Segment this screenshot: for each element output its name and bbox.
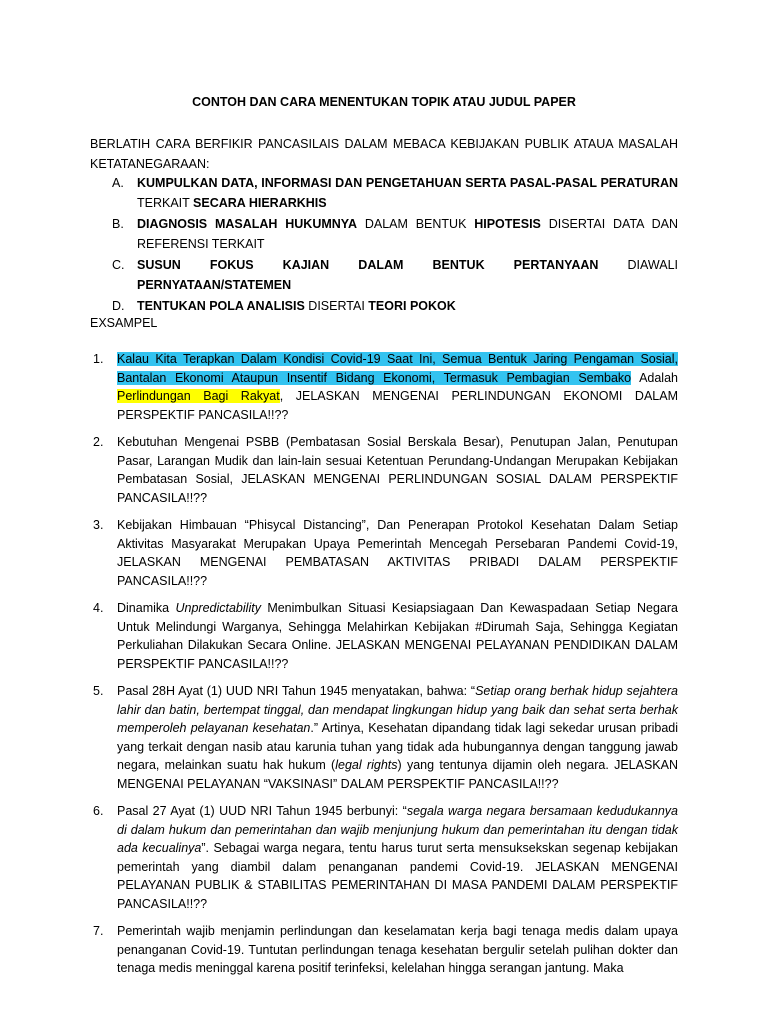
item-text: Kebutuhan Mengenai PSBB (Pembatasan Sosial Berskala Besar), Penutupan Jalan, Penutupan Pasar, Larangan Mudik dan lain-lain sesuai Ketentuan Perundang-Undangan Merupakan Kebijakan Pembatasan Sosial, JELASKAN MENGENAI PERLINDUNGAN SOSIAL DALAM PERSPEKTIF PANCASILA!!?? [117,435,678,505]
list-item [90,599,678,673]
examples-list [90,350,678,987]
list-item [90,682,678,793]
item-text: Kebijakan Himbauan “Phisycal Distancing”, Dan Penerapan Protokol Kesehatan Dalam Setiap Aktivitas Masyarakat Merupakan Upaya Pemerintah Mencegah Persebaran Pandemi Covid-19, JELASKAN MENGENAI PEMBATASAN AKTIVITAS PRIBADI DALAM PERSPEKTIF PANCASILA!!?? [117,518,678,588]
step-label: C. [112,258,125,272]
item-text-italic: Setiap orang berhak hidup sejahtera lahir dan batin, bertempat tinggal, dan mendapat lingkungan hidup yang baik dan sehat serta berhak memperoleh pelayanan kesehatan [117,684,678,735]
item-text: Dinamika [117,601,176,615]
item-text: Menimbulkan Situasi Kesiapsiagaan Dan Kewaspadaan Setiap Negara Untuk Melindungi Warganya, Sehingga Melahirkan Kebijakan #Dirumah Saja, Sehingga Kegiatan Perkuliahan Dilakukan Secara Online. JELASKAN MENGENAI PELAYANAN PENDIDIKAN DALAM PERSPEKTIF PANCASILA!!?? [117,601,679,671]
item-number: 4. [93,601,104,615]
step-label: B. [112,217,124,231]
step-text: DALAM BENTUK [357,217,475,231]
item-text: .” Artinya, Kesehatan dipandang tidak lagi sekedar urusan pribadi yang terkait dengan nasib atau karunia tuhan yang tidak ada hubungannya dengan tanggung jawab negara, melainkan suatu hak hukum ( [117,721,678,772]
step-b [90,214,678,254]
step-text-bold: HIPOTESIS [474,217,541,231]
example-heading: EXSAMPEL [90,316,158,330]
item-text: ) yang tentunya dijamin oleh negara. JELASKAN MENGENAI PELAYANAN “VAKSINASI” DALAM PERSPEKTIF PANCASILA!!?? [117,758,678,791]
step-text-bold: TEORI POKOK [368,299,456,313]
item-number: 7. [93,924,104,938]
item-text: Adalah [631,370,678,385]
step-label: A. [112,176,124,190]
step-text-bold: SECARA HIERARKHIS [193,196,327,210]
item-text: Pemerintah wajib menjamin perlindungan dan keselamatan kerja bagi tenaga medis dalam upaya penanganan Covid-19. Tuntutan perlindungan tenaga kesehatan bergulir setelah pulihan dokter dan tenaga medis meninggal karena positif terinfeksi, kelelahan hingga serangan jantung. Maka [117,924,678,975]
item-number: 3. [93,518,104,532]
item-number: 1. [93,352,104,366]
item-text-italic: segala warga negara bersamaan kedudukannya di dalam hukum dan pemerintahan dan wajib menjunjung hukum dan pemerintahan itu dengan tidak ada kecualinya [117,804,678,855]
list-item [90,922,678,978]
item-number: 6. [93,804,104,818]
item-number: 5. [93,684,104,698]
item-text: Pasal 28H Ayat (1) UUD NRI Tahun 1945 menyatakan, bahwa: “ [117,684,476,698]
step-text: TERKAIT [137,196,194,210]
highlighted-text: Perlindungan Bagi Rakyat [117,389,280,403]
document-title: CONTOH DAN CARA MENENTUKAN TOPIK ATAU JUDUL PAPER [192,95,576,109]
item-text: ”. Sebagai warga negara, tentu harus turut serta mensuksekskan segenap kebijakan pemerintah yang diambil dalam penanganan pandemi Covid-19. JELASKAN MENGENAI PELAYANAN PUBLIK & STABILITAS PEMERINTAHAN DI MASA PANDEMI DALAM PERSPEKTIF PANCASILA!!?? [117,841,678,911]
step-text-bold: PERNYATAAN/STATEMEN [137,278,292,292]
list-item [90,802,678,913]
step-text-bold: DIAGNOSIS MASALAH HUKUMNYA [137,217,358,231]
item-text-italic: legal rights [335,758,398,772]
step-text: DISERTAI [304,299,369,313]
step-label: D. [112,299,125,313]
list-item [90,350,678,424]
steps-list [90,173,678,316]
step-c [90,255,678,295]
intro-paragraph: BERLATIH CARA BERFIKIR PANCASILAIS DALAM MEBACA KEBIJAKAN PUBLIK ATAUA MASALAH KETATANEGARAAN: [90,137,678,171]
list-item [90,433,678,507]
step-text-bold: KUMPULKAN DATA, INFORMASI DAN PENGETAHUAN SERTA PASAL-PASAL PERATURAN [137,176,678,190]
step-text: DIAWALI [598,258,678,272]
step-text: DISERTAI DATA DAN REFERENSI TERKAIT [137,217,678,251]
step-text-bold: SUSUN FOKUS KAJIAN DALAM BENTUK PERTANYAAN [137,258,599,272]
step-a [90,173,678,213]
highlighted-text: Kalau Kita Terapkan Dalam Kondisi Covid-19 Saat Ini, Semua Bentuk Jaring Pengaman Sosial, Bantalan Ekonomi Ataupun Insentif Bidang Ekonomi, Termasuk Pembagian Sembako [117,352,678,385]
step-text-bold: TENTUKAN POLA ANALISIS [137,299,305,313]
item-text: , JELASKAN MENGENAI PERLINDUNGAN EKONOMI DALAM PERSPEKTIF PANCASILA!!?? [117,389,678,422]
item-text: Pasal 27 Ayat (1) UUD NRI Tahun 1945 berbunyi: “ [117,804,407,818]
list-item [90,516,678,590]
item-text-italic: Unpredictability [175,601,261,615]
item-number: 2. [93,435,104,449]
